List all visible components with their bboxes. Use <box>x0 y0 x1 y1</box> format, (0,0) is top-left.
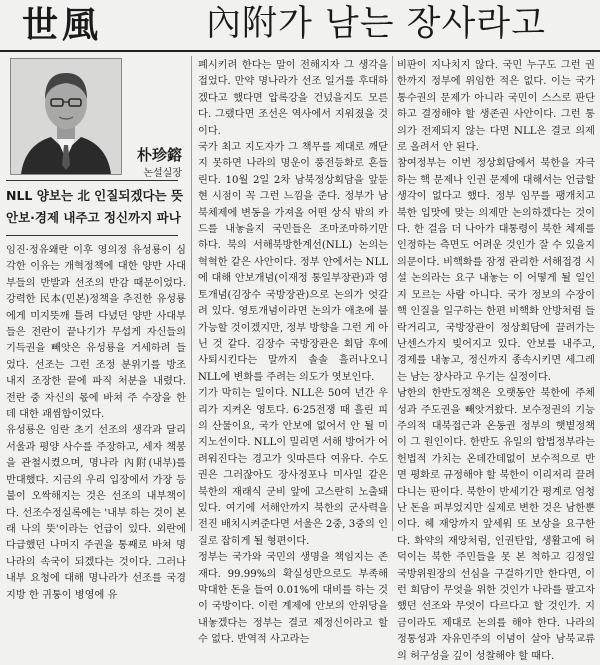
headline: 內附가 남는 장사라고 <box>206 4 546 44</box>
body-column-2 <box>198 58 388 646</box>
body-paragraph: 남한의 한반도정책은 오랫동안 북한에 주체성과 주도권을 빼앗겨왔다. 보수정권의 기능주의적 대북접근과 온동권 정부의 햇볕정책이 그 원인이다. 한반도 유일의 합법정부라는 헌법적 가치는 온데간데없이 보수적으로 반면 평화로 규정해야 할 북한이 이리저리 끌려다니는 판이다. 북한이 반세기간 평계로 엄청난 돈을 퍼부었지만 실제로 변한 것은 남한뿐이다. 헤 재앙까지 앞세워 또 보상을 요구한다. 화약의 재앙처럼, 인권탄압, 생활고에 허덕이는 북한 주민들을 못 본 척하고 김정일 국방위원장의 선심을 구걸하기만 한다면, 이런 회담이 무엇을 위한 것인가 나라를 팔고자 했던 선조와 무엇이 다르다고 할 것인가. 지금이라도 제대로 논의를 해야 한다. 나라의 정통성과 자유민주의 이념이 살아 남북교류의 허구성을 깊이 성찰해야 할 때다. <box>397 388 595 662</box>
body-column-1 <box>6 243 186 601</box>
body-paragraph: 국가 최고 지도자가 그 책무를 제대로 깨닫지 못하면 나라의 명운이 풍전등화로 흔들린다. 10월 2일 2차 남북정상회담을 앞둔 현 시점이 꼭 그런 느낌을 준다. 정부가 남북체제에 변동을 가져올 어떤 상식 밖의 카드를 내놓을지 국민들은 조마조마하기만 하다. 북의 서해북방한계선(NLL) 논의는 혁혁한 같은 사안이다. 정부 안에서는 NLL에 대해 안보개념(이재정 통일부장관)과 영토개념(김장수 국방장관)으로 논의가 엇갈려 있다. 영토개념이라면 논의가 애초에 불가능할 것이겠지만, 정부 방향을 그런 게 아닌 것 같다. 김장수 국방장관은 회담 후에 사퇴시킨다는 말까지 솔솔 흘러나오니 NLL에 변화를 주려는 의도가 엿보인다. <box>198 142 388 383</box>
body-paragraph: 참여정부는 이번 정상회담에서 북한을 자극하는 핵 문제나 인권 문제에 대해서는 언급할 생각이 없다고 했다. 정부 임무를 팽개치고 북한 입맛에 맞는 의제만 논의하겠다는 것이다. 한 걸음 더 나아가 대통령이 북한 체제를 인정하는 측면도 어려운 것인가 잘 수 있을지 의문이다. 비핵화를 잠정 관리한 서해접경 시설 논의라는 요구 내놓는 이 어떻게 될 일인지 모르는 사람 아니다. 국가 정보의 수장이 핵 인질을 일구하는 한편 비핵화 안방처럼 들락거리고, 국방장관이 정상회담에 끌려가는 난센스가지 빚어지고 있다. 안보를 내주고, 경제를 내놓고, 정신까지 종속시키면 세그레는 남는 장사라고 우기는 실정이다. <box>397 158 595 383</box>
author-title: 논설실장 <box>143 168 182 179</box>
author-box <box>4 54 182 179</box>
column-divider <box>191 56 192 531</box>
author-name: 朴珍鎔 <box>136 146 182 164</box>
body-paragraph: 폐시키려 한다는 말이 전해지자 그 생각을 접었다. 만약 명나라가 선조 일거를 후대하겠다고 했다면 압록강을 건넜을지도 모른다. 그랬다면 조선은 역사에서 지워졌을 것이다. <box>198 60 388 137</box>
subheadline <box>6 180 184 236</box>
body-paragraph: 비판이 지나치지 않다. 국민 누구도 그런 권한까지 정부에 위임한 적은 없다. 이는 국가 통수권의 문제가 아니라 국민이 스스로 판단하고 결정해야 할 생존권 사안이다. 그런 통의가 전제되지 않는 다면 NLL은 결코 의제로 올려서 안 된다. <box>397 60 595 154</box>
body-column-3 <box>397 58 595 662</box>
body-paragraph: 기가 막히는 일이다. NLL은 50여 년간 우리가 지켜온 영토다. 6·25전쟁 때 흘린 피의 산물이요, 국가 안보에 없어서 안 될 미지노선이다. NLL이 밀리면 서해 방어가 어려워진다는 경고가 잇따른다 여유다. 수도권은 그러잖아도 장사정포나 미사일 같은 북한의 재래식 군비 앞에 고스란히 노출돼 있다. 여기에 서해안까지 북한의 군사력을 전진 배치시켜준다면 서울은 2중, 3중의 인질로 잡히게 될 형편이다. <box>198 388 388 547</box>
subheadline-line-2: 안보·경제 내주고 정신까지 파나 <box>6 210 181 225</box>
author-photo <box>10 58 122 175</box>
body-paragraph: 유성룡은 임란 초기 선조의 생각과 달리 서울과 평양 사수를 주장하고, 세자 책봉을 관철시켰으며, 명나라 內附(내부)를 반대했다. 지금의 우리 입장에서 가장 등불이 오싹해지는 것은 선조의 내부책이다. 선조수정실록에는 '내부 하는 것이 본래 나의 뜻'이라는 언급이 있다. 외란에 다급했던 나머지 주권을 통째로 바쳐 명나라의 속국이 되겠다는 것이다. 그러나 내부 요청에 대해 명나라가 선조를 국경지방 한 귀퉁이 병영에 유 <box>6 425 186 601</box>
column-divider <box>392 56 393 531</box>
body-paragraph: 임진·정유왜란 이후 영의정 유성룡이 심각한 이유는 개혁정책에 대한 양반 사대부들의 반발과 선조의 반감 때문이었다. 강력한 民本(민본)정책을 추진한 유성룡에게 미지뜻깨 틀려 다녔던 양반 사대부들은 전란이 끝나기가 무섭게 자신들의 기득권을 빼앗은 유성룡을 거세하려 들었다. 선조는 그런 조정 분위기를 방조 내지 조장한 끝에 파직 처분을 내렸다. 전란 중 자신의 몫에 바쳐 주 수장을 한 데 대한 괘씸함이었다. <box>6 245 186 421</box>
author-portrait-image <box>11 59 121 174</box>
column-name: 世風 <box>22 4 103 46</box>
subheadline-line-1: NLL 양보는 北 인질되겠다는 뜻 <box>6 188 184 203</box>
body-paragraph: 정부는 국가와 국민의 생명을 책임지는 존재다. 99.99%의 확실성만으로도 부족해 막대한 돈을 들여 0.01%에 대비를 하는 것이 국방이다. 이런 계제에 안보의 안위당을 내놓겠다는 정부는 결코 제정신이라고 할 수 없다. 반역적 사고라는 <box>198 552 388 646</box>
masthead <box>0 0 600 52</box>
